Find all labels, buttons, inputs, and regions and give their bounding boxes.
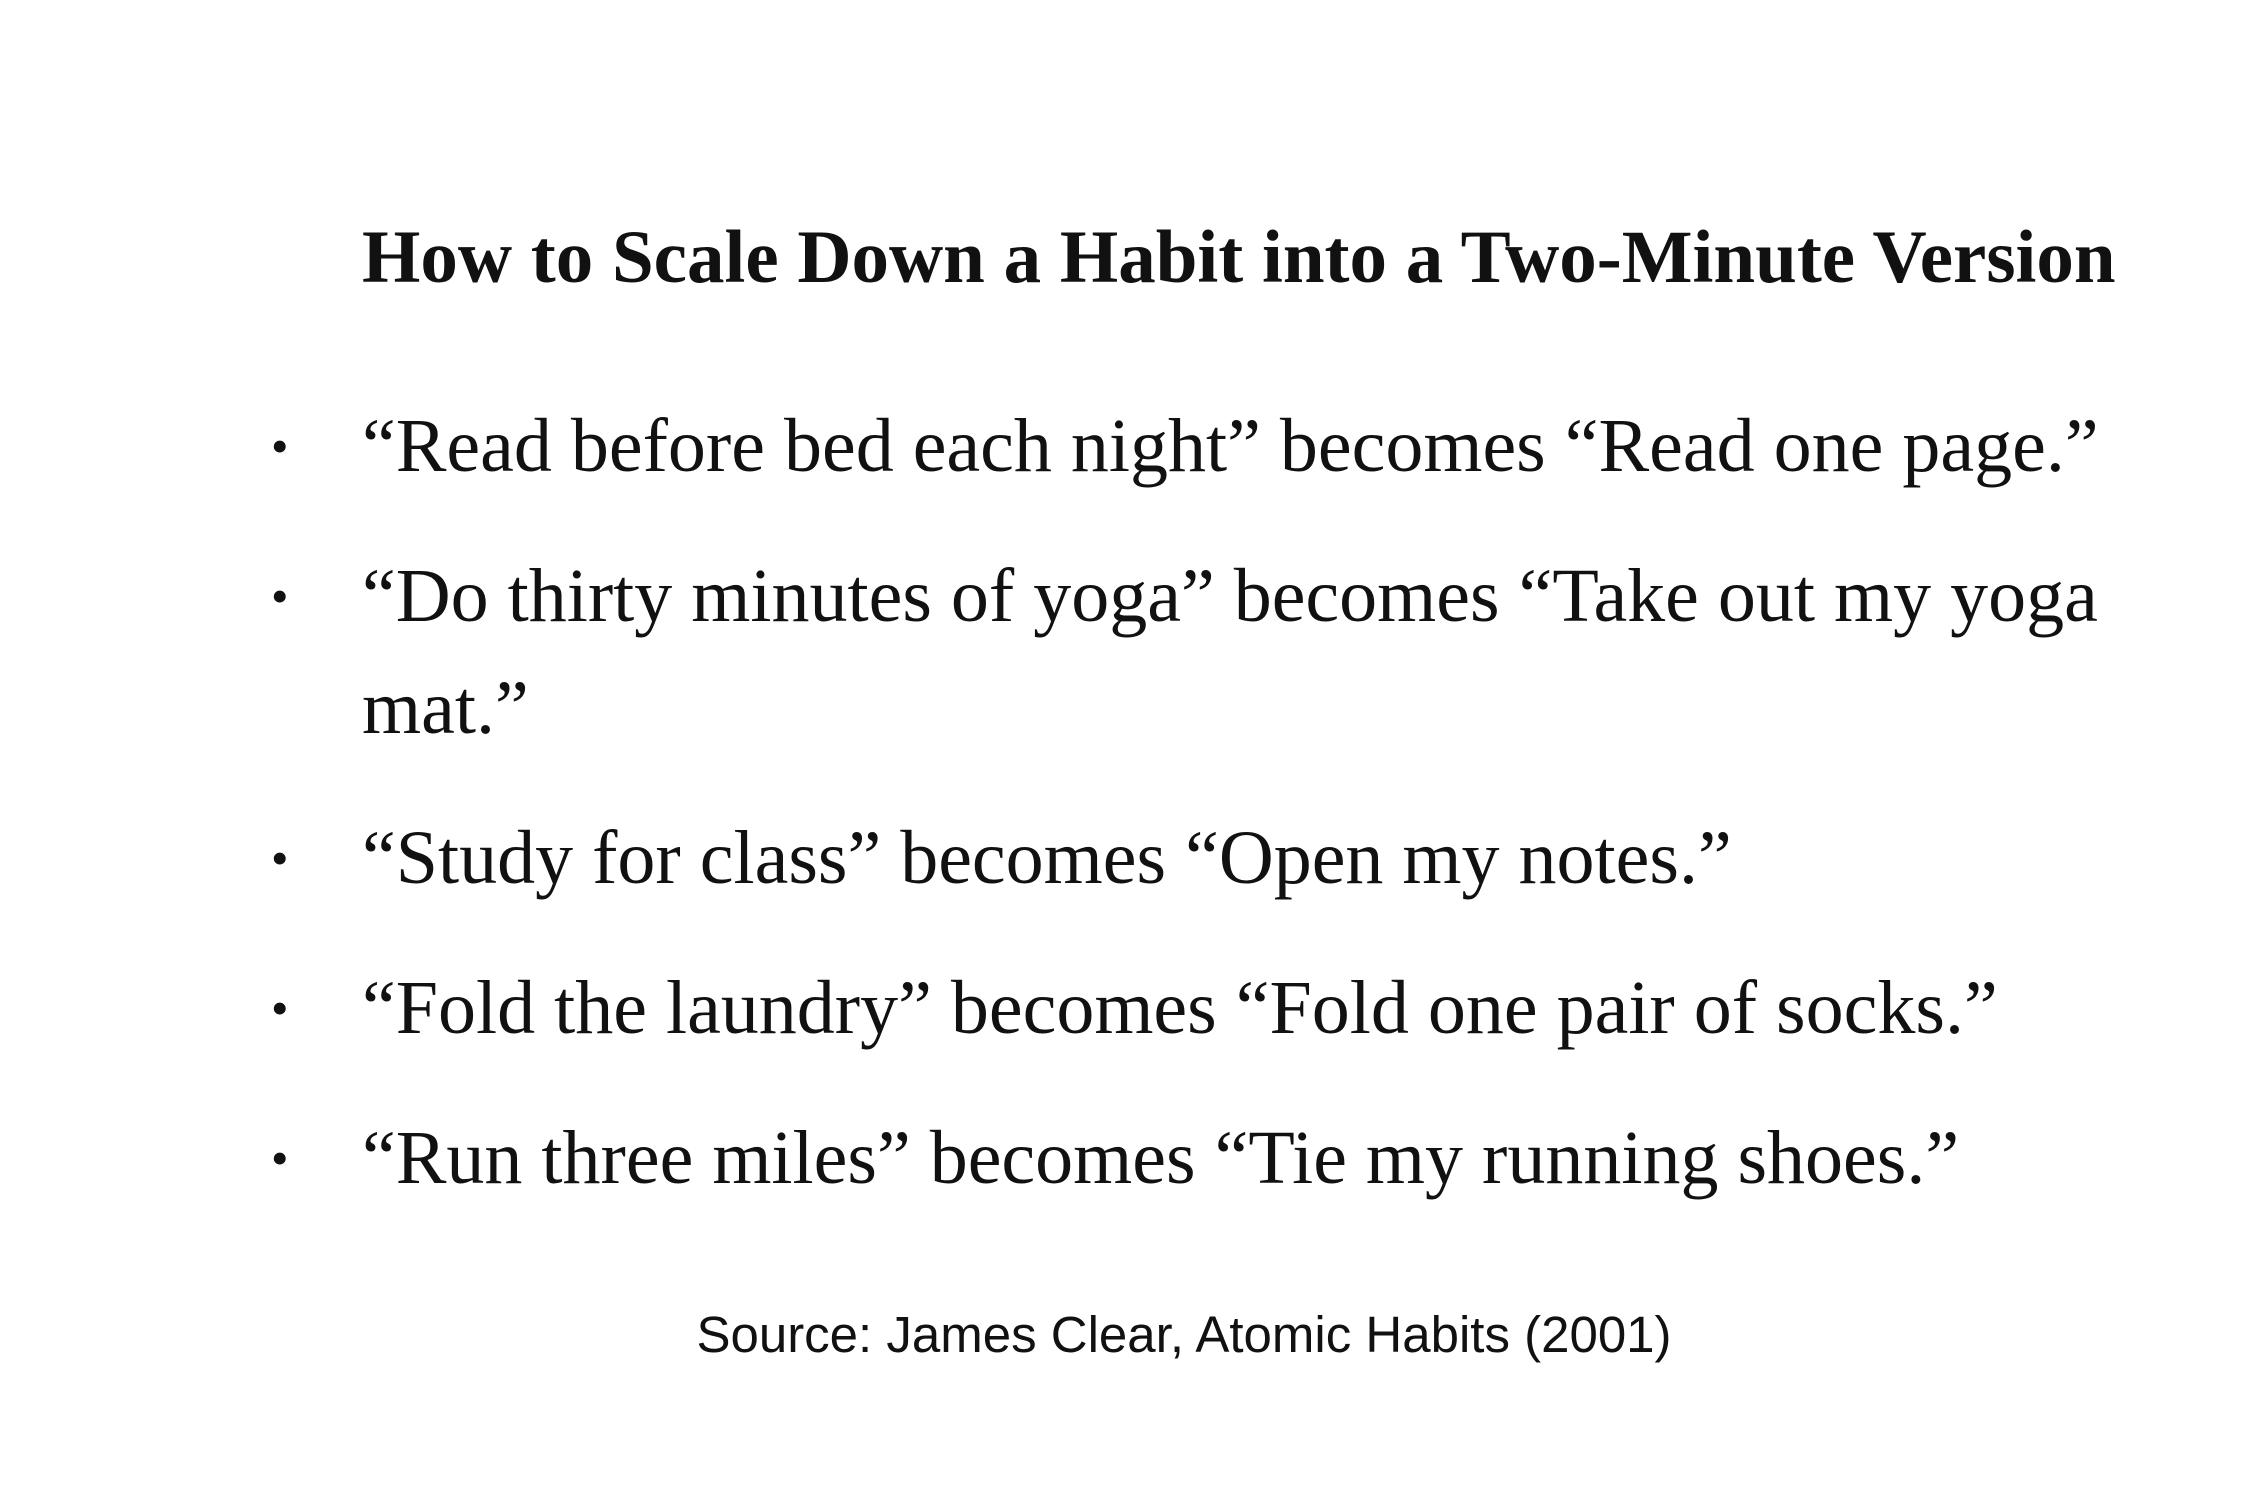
list-item-text: “Read before bed each night” becomes “Read one page.”	[362, 404, 2099, 488]
list-item-text: “Study for class” becomes “Open my notes.”	[362, 816, 1732, 900]
source-citation: Source: James Clear, Atomic Habits (2001)	[696, 1306, 1672, 1363]
bullet-icon: •	[271, 980, 289, 1036]
list-item-text: “Fold the laundry” becomes “Fold one pair of socks.”	[362, 966, 1998, 1050]
list-item	[271, 1102, 2122, 1214]
document-title: How to Scale Down a Habit into a Two-Minute Version	[362, 216, 2116, 299]
list-item	[271, 390, 2122, 502]
list-item-text: “Do thirty minutes of yoga” becomes “Take out my yoga mat.”	[362, 554, 2098, 750]
bullet-icon: •	[271, 418, 289, 474]
bullet-icon: •	[271, 830, 289, 886]
list-item	[271, 540, 2122, 764]
list-item	[271, 952, 2122, 1064]
bullet-icon: •	[271, 1130, 289, 1186]
bullet-icon: •	[271, 568, 289, 624]
list-item-text: “Run three miles” becomes “Tie my running shoes.”	[362, 1116, 1960, 1200]
habit-list	[271, 390, 2122, 1252]
list-item	[271, 802, 2122, 914]
